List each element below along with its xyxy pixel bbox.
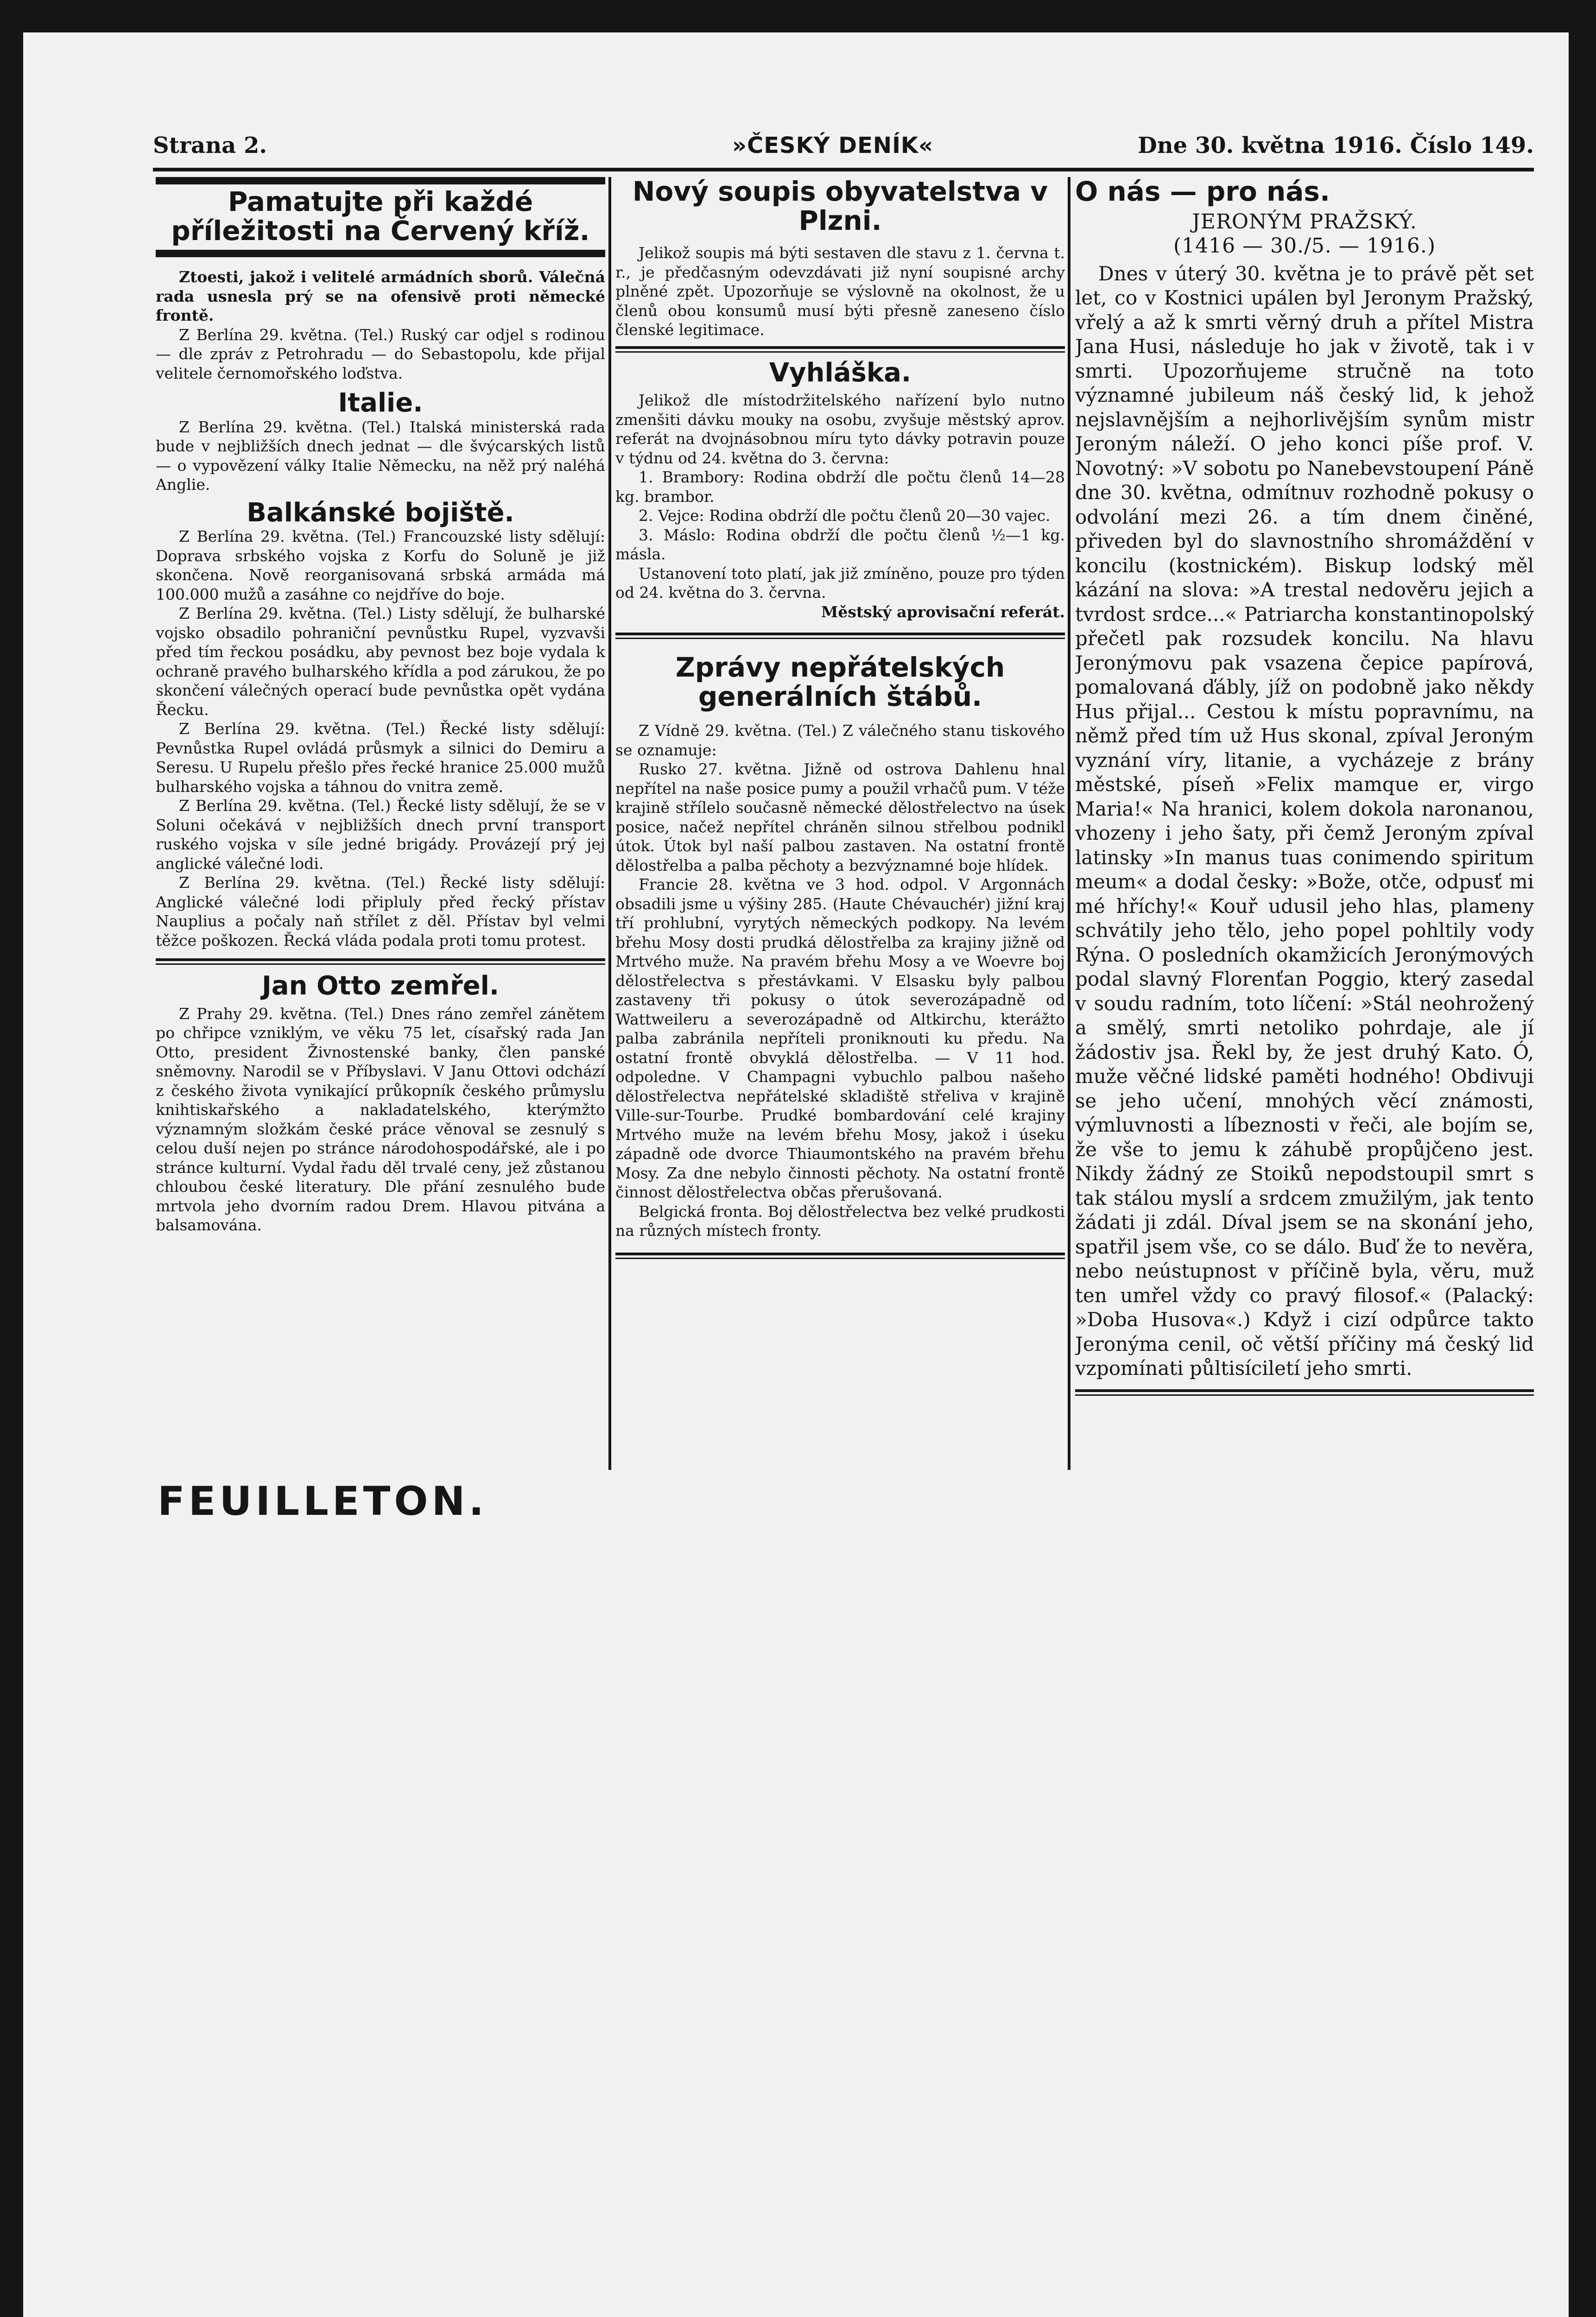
- balkan-heading: Balkánské bojiště.: [247, 497, 514, 528]
- notice-signature: Městský aprovisační referát.: [821, 602, 1065, 621]
- top-rule: [156, 177, 605, 184]
- section-rule: [615, 1253, 1065, 1259]
- page-header: [153, 129, 1534, 162]
- otto-paragraph: Z Prahy 29. května. (Tel.) Dnes ráno zemřel zánětem po chřipce vzniklým, ve věku 75 let, císařský rada Jan Otto, president Živnostenské banky, člen panské sněmovny. Narodil se v Příbyslavi. V Janu Ottovi odchází z českého života vynikající průkopník českého průmyslu knihtiskařského a nakladatelského, kterýmžto významným složkám české práce věnoval se zesnulý s celou duší nejen po stránce národohospodářské, ale i po stránce kulturní. Vydal řadu děl trvalé ceny, jež zůstanou chloubou české literatury. Dle přání zesnulého bude mrtvola jeho dvorním radou Drem. Hlavou pitvána a balsamována.: [156, 1004, 605, 1234]
- staff-paragraph-4: Belgická fronta. Boj dělostřelectva bez velké prudkosti na různých místech fronty.: [615, 1202, 1065, 1240]
- balkan-paragraph-5: Z Berlína 29. května. (Tel.) Řecké listy sdělují: Anglické válečné lodi připluly před řecký přístav Nauplius a počaly naň střílet z děl. Přístav byl velmi těžce poškozen. Řecká vláda podala proti tomu protest.: [156, 874, 605, 950]
- column-divider: [608, 177, 611, 1470]
- column-1: [156, 177, 605, 1470]
- column-divider: [1068, 177, 1070, 1470]
- column-3: [1075, 177, 1534, 1470]
- notice-paragraph: Jelikož dle místodržitelského nařízení bylo nutno zmenšiti dávku mouky na osobu, zvyšuje městský aprov. referát na dvojnásobnou míru tyto dávky potravin pouze v týdnu od 24. května do 3. června:: [615, 391, 1065, 467]
- red-cross-heading: Pamatujte při každé příležitosti na Červený kříž.: [171, 186, 590, 247]
- jeronym-paragraph: Dnes v úterý 30. května je to právě pět set let, co v Kostnici upálen byl Jeronym Pražský, vřelý a až k smrti věrný druh a přítel Mistra Jana Husi, následuje ho jak v životě, tak i v smrti. Upozorňujeme stručně na toto významné jubileum náš český lid, k jehož nejslavnějším a nejhorlivějším synům mistr Jeroným náleží. O jeho konci píše prof. V. Novotný: »V sobotu po Nanebevstoupení Páně dne 30. května, odmítnuv rozhodně pokusy o odvolání mezi 26. a tím dnem činěné, přiveden byl do slavnostního shromáždění v koncilu (kostnickém). Biskup lodský měl kázání na slova: »A trestal nedověru jejich a tvrdost srdce...« Patriarcha konstantinopolský přečetl pak rozsudek koncilu. Na hlavu Jeronýmovu pak vsazena čepice papírová, pomalovaná ďábly, jíž on podobně jako někdy Hus přijal... Cestou k místu popravnímu, na němž před tím už Hus skonal, zpíval Jeroným vyznání víry, litanie, a vycházeje z brány městské, píseň »Felix mamque er, virgo Maria!« Na hranici, kolem dokola naronanou, vhozeny i jeho šaty, při čemž Jeroným zpíval latinsky »In manus tuas conimendo spiritum meum« a dodal česky: »Bože, otče, odpusť mi mé hříchy!« Kouř udusil jeho hlas, plameny schvátily jeho tělo, jeho popel pohltily vody Rýna. O posledních okamžicích Jeronýmových podal slavný Florenťan Poggio, který zasedal v soudu radním, toto líčení: »Stál neohrožený a smělý, smrti netoliko pohrdaje, ale jí žádostiv jsa. Řekl by, že jest druhý Kato. Ó, muže věčné lidské paměti hodného! Obdivuji se jeho učení, mnohých věcí známosti, výmluvnosti a líbeznosti v řeči, ale bojím se, že vše to jemu k záhubě propůjčeno jest. Nikdy žádný ze Stoiků nepodstoupil smrt s tak stálou myslí a srdcem zmužilým, jak tento žádati ji zdál. Díval jsem se na skonání jeho, spatřil jsem vše, co se dálo. Buď že to nevěra, nebo neústupnost v příčině byla, věru, muž ten umřel vždy co pravý filosof.« (Palacký: »Doba Husova«.) Když i cizí odpůrce takto Jeronýma cenil, oč větší příčiny má český lid vzpomínati půltisíciletí jeho smrti.: [1075, 262, 1534, 1380]
- balkan-paragraph-3: Z Berlína 29. května. (Tel.) Řecké listy sdělují: Pevnůstka Rupel ovládá průsmyk a silnici do Demiru a Seresu. U Rupelu přešlo přes řecké hranice 25.000 mužů bulharského vojska a táhnou do vnitra země.: [156, 720, 605, 796]
- newspaper-page: [23, 32, 1569, 2317]
- notice-item-1: 1. Brambory: Rodina obdrží dle počtu členů 14—28 kg. brambor.: [615, 468, 1065, 506]
- balkan-paragraph-4: Z Berlína 29. května. (Tel.) Řecké listy sdělují, že se v Soluni očekává v nejbližších dnech první transport ruského vojska v síle jedné brigády. Provázejí prý jej anglické válečné lodi.: [156, 797, 605, 873]
- section-rule: [156, 958, 605, 965]
- italie-heading: Italie.: [338, 388, 423, 418]
- staff-paragraph-1: Z Vídně 29. května. (Tel.) Z válečného stanu tiskového se oznamuje:: [615, 722, 1065, 759]
- header-rule: [153, 168, 1534, 171]
- feuilleton-heading: FEUILLETON.: [158, 1478, 488, 1525]
- notice-heading: Vyhláška.: [769, 357, 912, 388]
- staff-heading: Zprávy nepřátelských generálních štábů.: [675, 652, 1005, 712]
- o-nas-heading: O nás — pro nás.: [1075, 177, 1330, 207]
- notice-item-2: 2. Vejce: Rodina obdrží dle počtu členů 20—30 vajec.: [639, 506, 1051, 525]
- otto-heading: Jan Otto zemřel.: [261, 971, 500, 1001]
- section-rule: [156, 250, 605, 257]
- newspaper-title: »ČESKÝ DENÍK«: [732, 133, 934, 158]
- section-rule: [615, 633, 1065, 639]
- staff-paragraph-2: Rusko 27. května. Jižně od ostrova Dahlenu hnal nepřítel na naše posice pumy a použil vrhačů pum. V téže krajině střílelo současně německé dělostřelectvo na úsek posice, načež nepřítel chráněn silnou střelbou podnikl útok. Útok byl naší palbou zastaven. Na ostatní frontě dělostřelba a palba pěchoty a bezvýznamné boje hlídek.: [615, 760, 1065, 874]
- section-rule: [1075, 1389, 1534, 1396]
- staff-paragraph-3: Francie 28. května ve 3 hod. odpol. V Argonnách obsadili jsme u výšiny 285. (Haute Chévauchér) jižní kraj tří prohlubní, vyrytých německých podkopy. Na levém břehu Mosy dosti prudká dělostřelba za krajiny jižně od Mrtvého muže. Na pravém břehu Mosy a ve Woevre boj dělostřelectva s přestávkami. V Elsasku byly palbou zastaveny tři pokusy o útok severozápadně od Wattweileru a severozápadně od Altkirchu, kterážto palba zabránila nepříteli proniknouti ku předu. Na ostatní frontě obvyklá dělostřelba. — V 11 hod. odpoledne. V Champagni vybuchlo palbou našeho dělostřelectva nepřátelské skladiště střeliva v krajině Ville-sur-Tourbe. Prudké bombardování celé krajiny Mrtvého muže na levém břehu Mosy, jakož i úseku západně ode dvorce Thiaumontského na pravém břehu Mosy. Za dne nebylo činnosti pěchoty. Na ostatní frontě činnost dělostřelectva občas přerušovaná.: [615, 875, 1065, 1202]
- notice-paragraph-2: Ustanovení toto platí, jak již zmíněno, pouze pro týden od 24. května do 3. června.: [615, 564, 1065, 602]
- column-2: [615, 177, 1065, 1470]
- notice-item-3: 3. Máslo: Rodina obdrží dle počtu členů ½—1 kg. másla.: [615, 525, 1065, 563]
- berlin-tsar-paragraph: Z Berlína 29. května. (Tel.) Ruský car odjel s rodinou — dle zpráv z Petrohradu — do Sebastopolu, kde přijal velitele černomořského loďstva.: [156, 325, 605, 382]
- balkan-paragraph-1: Z Berlína 29. května. (Tel.) Francouzské listy sdělují: Doprava srbského vojska z Korfu do Soluně je již skončena. Nově reorganisovaná srbská armáda má 100.000 mužů a zasáhne co nejdříve do boje.: [156, 527, 605, 603]
- balkan-paragraph-2: Z Berlína 29. května. (Tel.) Listy sdělují, že bulharské vojsko obsadilo pohraniční pevnůstku Rupel, vyzvavši před tím řeckou posádku, aby pevnost bez boje vydala k ochraně pravého bulharského křídla a pod zárukou, že po skončení válečných operací bude pevnůstka opět vydána Řecku.: [156, 604, 605, 719]
- page-label: Strana 2.: [153, 133, 267, 158]
- italie-paragraph: Z Berlína 29. května. (Tel.) Italská ministerská rada bude v nejbližších dnech jednat — dle švýcarských listů — o vypovězení války Italie Německu, na něž prý naléhá Anglie.: [156, 418, 605, 494]
- jeronym-subtitle: JERONÝM PRAŽSKÝ.: [1192, 209, 1417, 234]
- census-heading: Nový soupis obyvatelstva v Plzni.: [632, 177, 1048, 236]
- intro-paragraph: Ztoesti, jakož i velitelé armádních sborů. Válečná rada usnesla prý se na ofensivě proti německé frontě.: [156, 268, 605, 325]
- section-rule: [615, 346, 1065, 353]
- date-issue: Dne 30. května 1916. Číslo 149.: [1138, 133, 1534, 158]
- jeronym-dates: (1416 — 30./5. — 1916.): [1173, 234, 1436, 258]
- census-paragraph: Jelikož soupis má býti sestaven dle stavu z 1. června t. r., je předčasným odevzdávati již nyní soupisné archy plněné zpět. Upozorňuje se výslovně na okolnost, že u členů obou konsumů musí býti přesně zaneseno číslo členské legitimace.: [615, 244, 1065, 339]
